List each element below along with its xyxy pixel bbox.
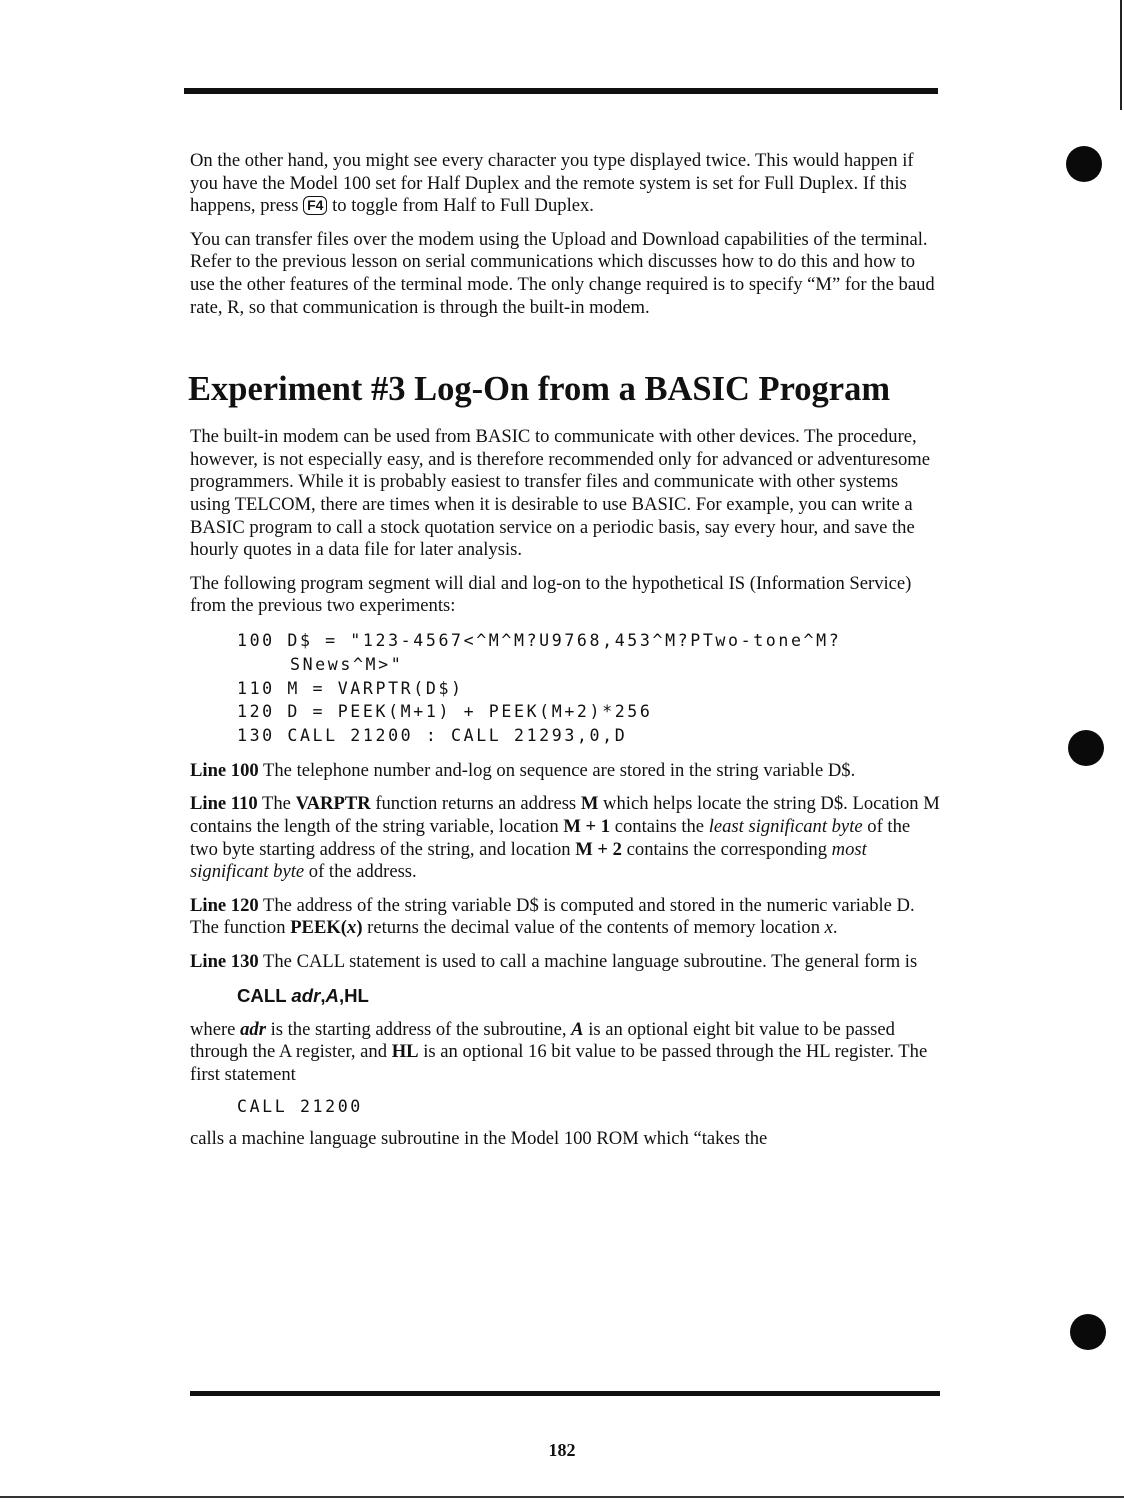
page-content — [190, 150, 940, 1162]
var-x: x — [824, 917, 833, 939]
page-number: 182 — [548, 1440, 576, 1460]
text: where — [190, 1018, 236, 1040]
text: is an optional 16 bit value to be passed through the HL register. The first statement — [190, 1041, 928, 1085]
text: contains the — [614, 816, 705, 838]
call-general-form — [237, 985, 940, 1007]
code-line-120: 120 D = PEEK(M+1) + PEEK(M+2)*256 — [237, 702, 653, 722]
term-lsb: least significant byte — [708, 816, 863, 838]
section-paragraph-2: The following program segment will dial and log-on to the hypothetical IS (Information Service) from the previous two experiments: — [190, 572, 912, 617]
binder-hole-3 — [1070, 1314, 1106, 1350]
term-msb: most significant byte — [190, 838, 867, 883]
intro-paragraph-2: You can transfer files over the modem using the Upload and Download capabilities of the terminal. Refer to the previous lesson on serial communications which discusses how to do this and how to use the other features of the terminal mode. The only change required is to specify “M” for the baud rate, R, so that communication is through the built-in modem. — [190, 228, 935, 318]
var-x: x — [347, 917, 357, 939]
text: contains the corresponding — [626, 838, 827, 860]
text: is an optional eight bit value to be passed through the A register, and — [190, 1018, 895, 1063]
peek-text: PEEK( — [290, 917, 348, 939]
text: which helps locate the string D$. Location M contains the length of the string variable, location — [190, 793, 940, 838]
closing-paragraph: calls a machine language subroutine in the Model 100 ROM which “takes the — [190, 1128, 768, 1150]
call-keyword: CALL — [237, 984, 292, 1006]
param-adr: adr — [240, 1018, 266, 1040]
param-adr: adr — [291, 984, 321, 1006]
keyword-m-plus-2: M + 2 — [575, 838, 622, 860]
explanation-text: The telephone number and-log on sequence are stored in the string variable D$. — [263, 759, 856, 781]
call-example-code: CALL 21200 — [237, 1097, 363, 1117]
text: The — [262, 793, 291, 815]
text: function returns an address — [375, 793, 577, 815]
param-hl: HL — [391, 1041, 419, 1063]
call-parameters-paragraph — [190, 1019, 940, 1087]
param-hl: ,HL — [338, 984, 369, 1006]
explanation-line-110 — [190, 793, 940, 883]
line-label: Line 130 — [190, 951, 259, 973]
scan-edge-line — [1120, 0, 1122, 110]
bottom-rule — [190, 1391, 940, 1396]
line-label: Line 100 — [190, 759, 259, 781]
text: is the starting address of the subroutine, — [270, 1018, 567, 1040]
text: . — [832, 917, 838, 939]
line-label: Line 110 — [190, 793, 258, 815]
text: returns the decimal value of the contents of memory location — [367, 917, 820, 939]
binder-hole-1 — [1066, 146, 1102, 182]
binder-hole-2 — [1068, 730, 1104, 766]
code-line-110: 110 M = VARPTR(D$) — [237, 678, 464, 698]
text: The CALL statement is used to call a machine language subroutine. The general form is — [263, 951, 918, 973]
keyword-varptr: VARPTR — [295, 793, 371, 815]
code-line-100-continuation: SNews^M>" — [290, 654, 404, 674]
section-paragraph-1: The built-in modem can be used from BASIC to communicate with other devices. The procedure, however, is not especially easy, and is therefore recommended only for advanced or adventuresome programmers. While it is probably easiest to transfer files and communicate with other systems using TELCOM, there are times when it is desirable to use BASIC. For example, you can write a BASIC program to call a stock quotation service on a periodic basis, say every hour, and save the hourly quotes in a data file for later analysis. — [190, 426, 930, 561]
intro-paragraph-1 — [190, 150, 940, 218]
param-a: A — [571, 1018, 584, 1040]
top-rule — [184, 88, 938, 94]
section-heading: Experiment #3 Log-On from a BASIC Program — [188, 370, 891, 409]
param-a: A — [325, 984, 339, 1006]
intro-text-b: to toggle from Half to Full Duplex. — [332, 195, 594, 217]
explanation-line-120 — [190, 895, 940, 940]
peek-close: ) — [356, 917, 363, 939]
explanation-line-100 — [190, 760, 940, 783]
keyword-peek — [290, 917, 362, 938]
explanation-line-130 — [190, 951, 940, 974]
code-line-130: 130 CALL 21200 : CALL 21293,0,D — [237, 726, 628, 746]
intro-text-a: On the other hand, you might see every character you type displayed twice. This would happen if you have the Model 100 set for Half Duplex and the remote system is set for Full Duplex. If this happens, press — [190, 150, 914, 217]
text: of the two byte starting address of the string, and location — [190, 816, 911, 860]
code-line-100: 100 D$ = "123-4567<^M^M?U9768,453^M?PTwo-tone^M? — [237, 630, 842, 650]
comma: , — [320, 984, 326, 1006]
basic-program-listing — [237, 629, 940, 748]
line-label: Line 120 — [190, 894, 259, 916]
text: of the address. — [308, 861, 417, 883]
footer-edge-line — [0, 1496, 1124, 1498]
text: The address of the string variable D$ is computed and stored in the numeric variable D. The function — [190, 894, 915, 939]
keyword-m: M — [580, 793, 599, 815]
keyword-m-plus-1: M + 1 — [563, 816, 611, 838]
f4-key-icon: F4 — [303, 196, 327, 215]
